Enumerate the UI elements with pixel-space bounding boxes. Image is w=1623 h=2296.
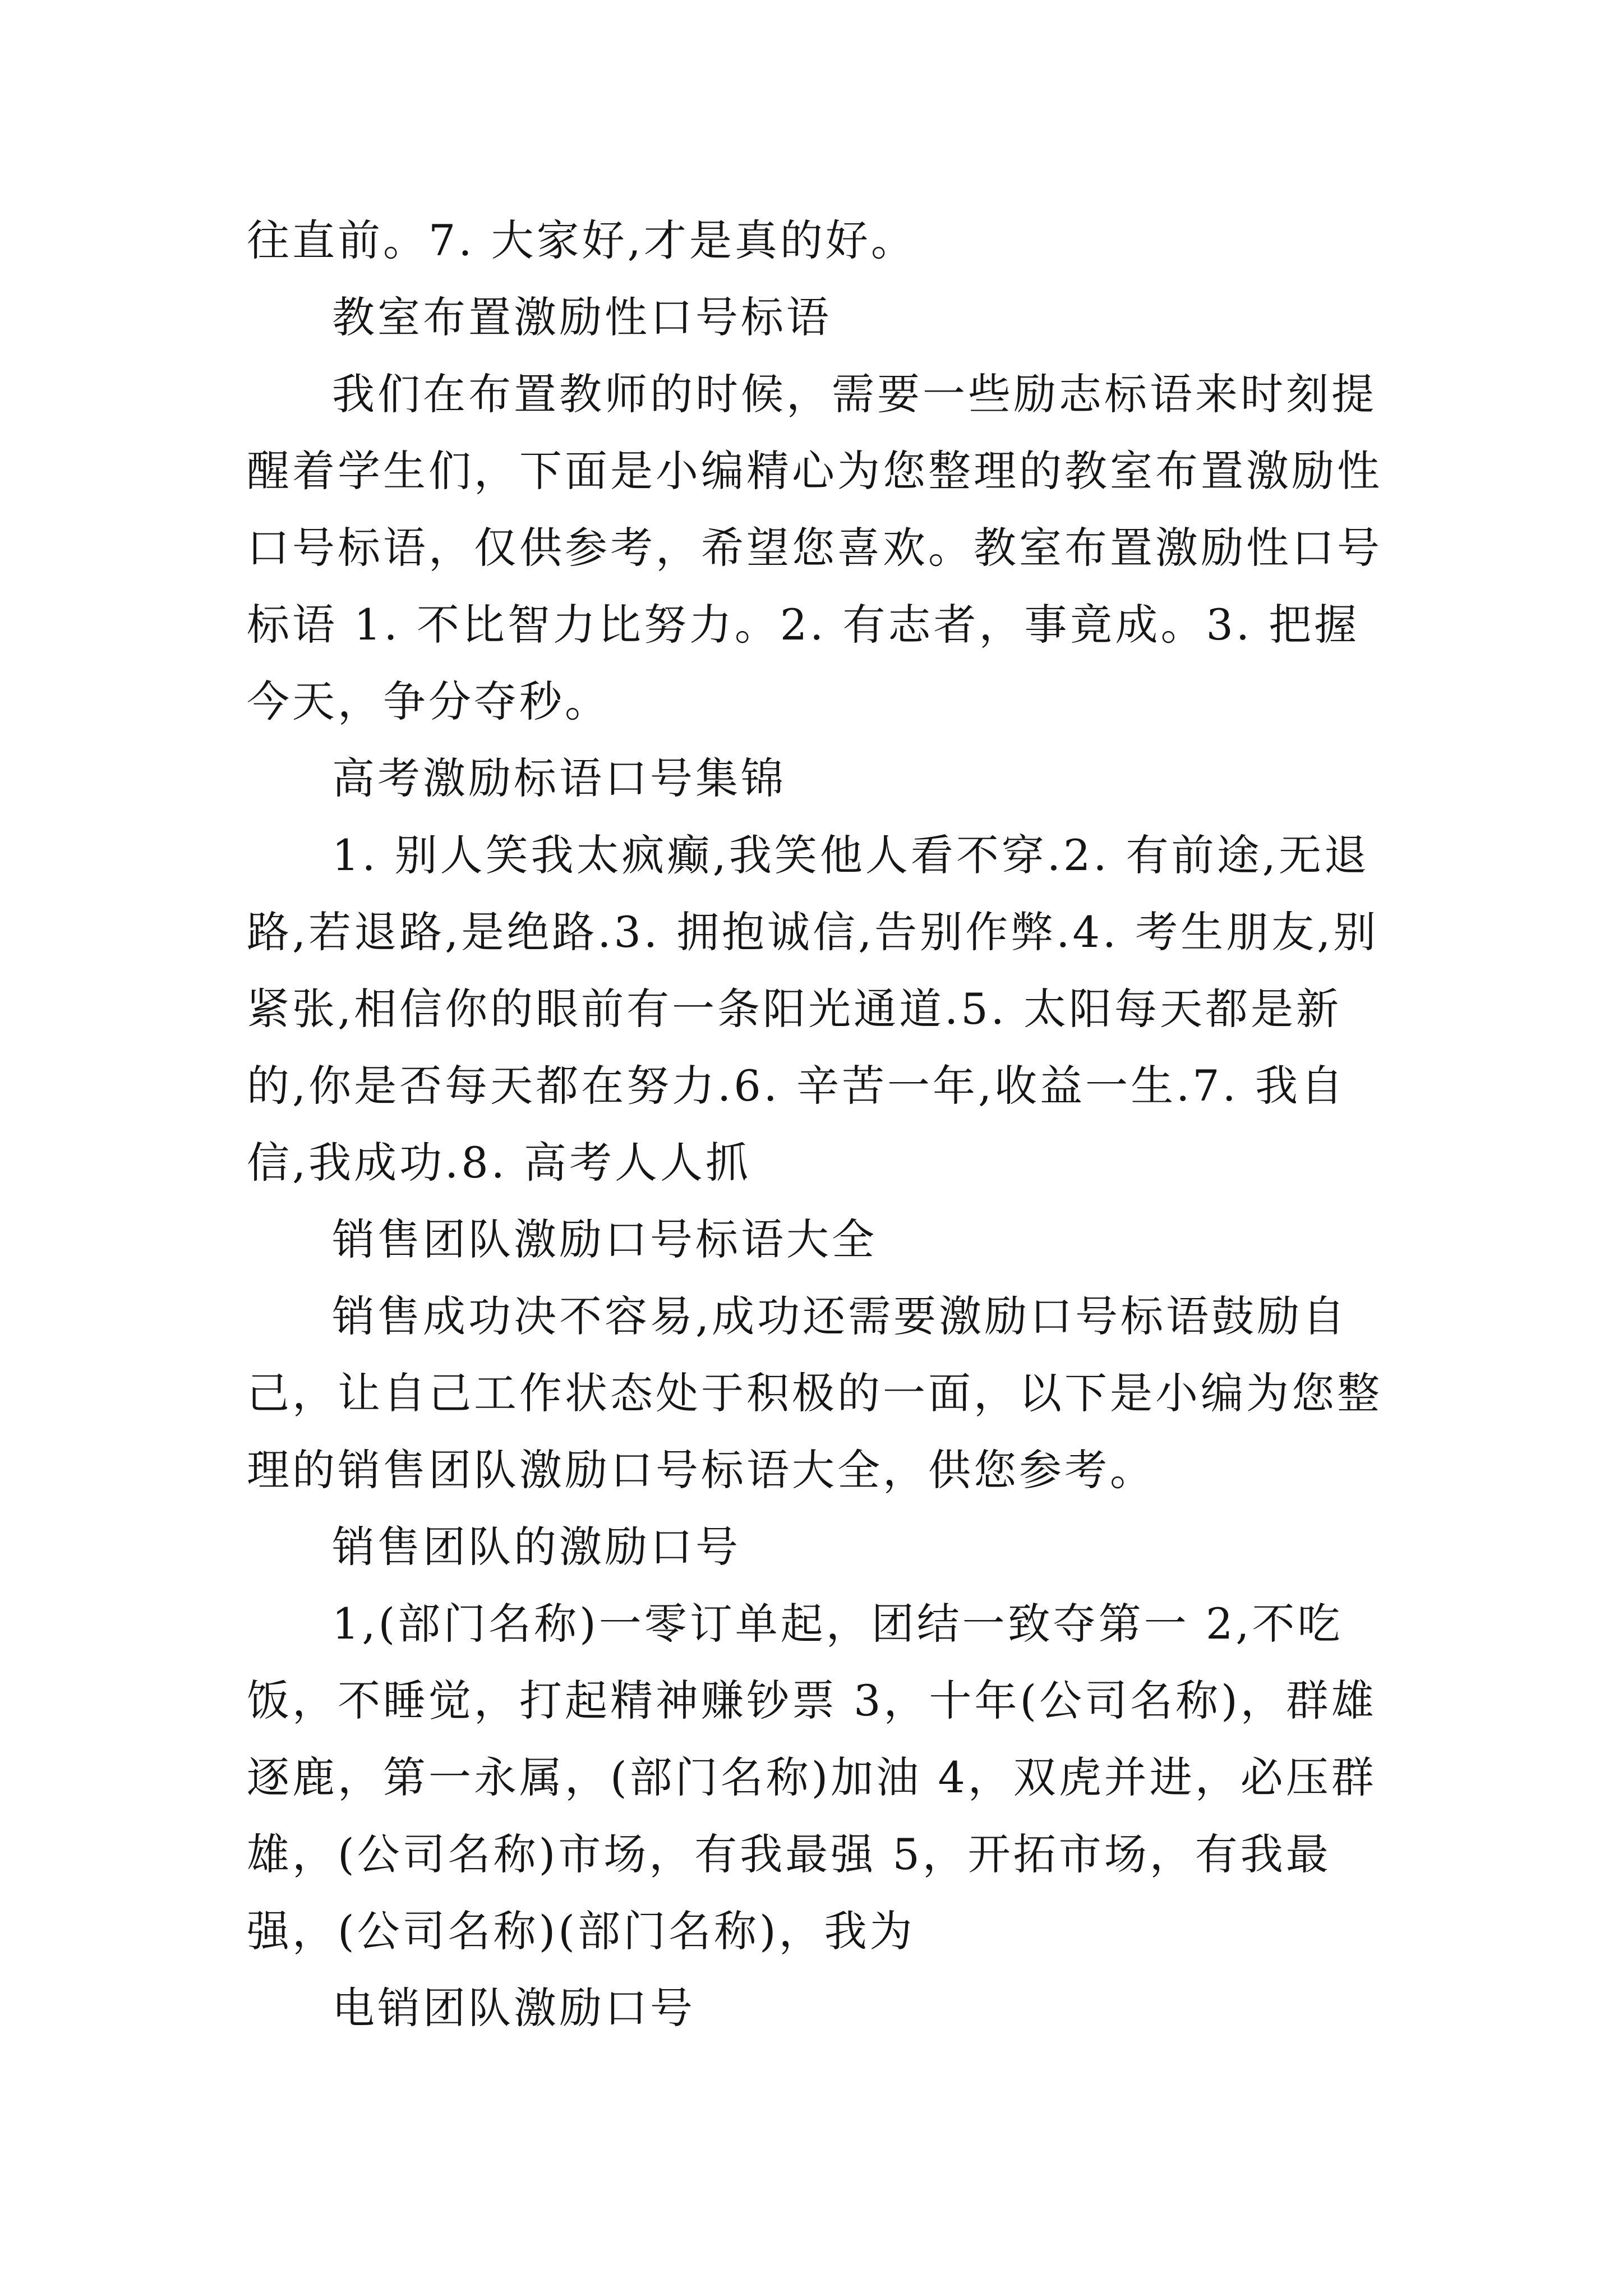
paragraph-sales-team-intro: 销售成功决不容易,成功还需要激励口号标语鼓励自己，让自己工作状态处于积极的一面，以下是小编为您整理的销售团队激励口号标语大全，供您参考。: [247, 1291, 1382, 1495]
heading-classroom-slogans: 教室布置激励性口号标语: [332, 292, 832, 342]
paragraph-continuation: 往直前。7. 大家好,才是真的好。: [247, 215, 916, 265]
heading-gaokao-slogans: 高考激励标语口号集锦: [332, 753, 786, 803]
paragraph-sales-team-motto: 1,(部门名称)一零订单起，团结一致夺第一 2,不吃饭，不睡觉，打起精神赚钞票 3，十年(公司名称)，群雄逐鹿，第一永属，(部门名称)加油 4，双虎并进，必压群雄，(公司名称)市场，有我最强 5，开拓市场，有我最强，(公司名称)(部门名称)，我为: [247, 1599, 1377, 1956]
paragraph-classroom-slogans: 我们在布置教师的时候，需要一些励志标语来时刻提醒着学生们，下面是小编精心为您整理的教室布置激励性口号标语，仅供参考，希望您喜欢。教室布置激励性口号标语 1. 不比智力比努力。2. 有志者，事竟成。3. 把握今天，争分夺秒。: [247, 369, 1382, 726]
heading-sales-team-slogans: 销售团队激励口号标语大全: [332, 1214, 877, 1264]
heading-telesales-motto: 电销团队激励口号: [332, 1983, 695, 2033]
paragraph-gaokao-slogans: 1. 别人笑我太疯癫,我笑他人看不穿.2. 有前途,无退路,若退路,是绝路.3. 拥抱诚信,告别作弊.4. 考生朋友,别紧张,相信你的眼前有一条阳光通道.5. 太阳每天都是新的,你是否每天都在努力.6. 辛苦一年,收益一生.7. 我自信,我成功.8. 高考人人抓: [247, 830, 1379, 1188]
document-page: [247, 202, 1385, 2046]
heading-sales-team-motto: 销售团队的激励口号: [332, 1522, 741, 1572]
